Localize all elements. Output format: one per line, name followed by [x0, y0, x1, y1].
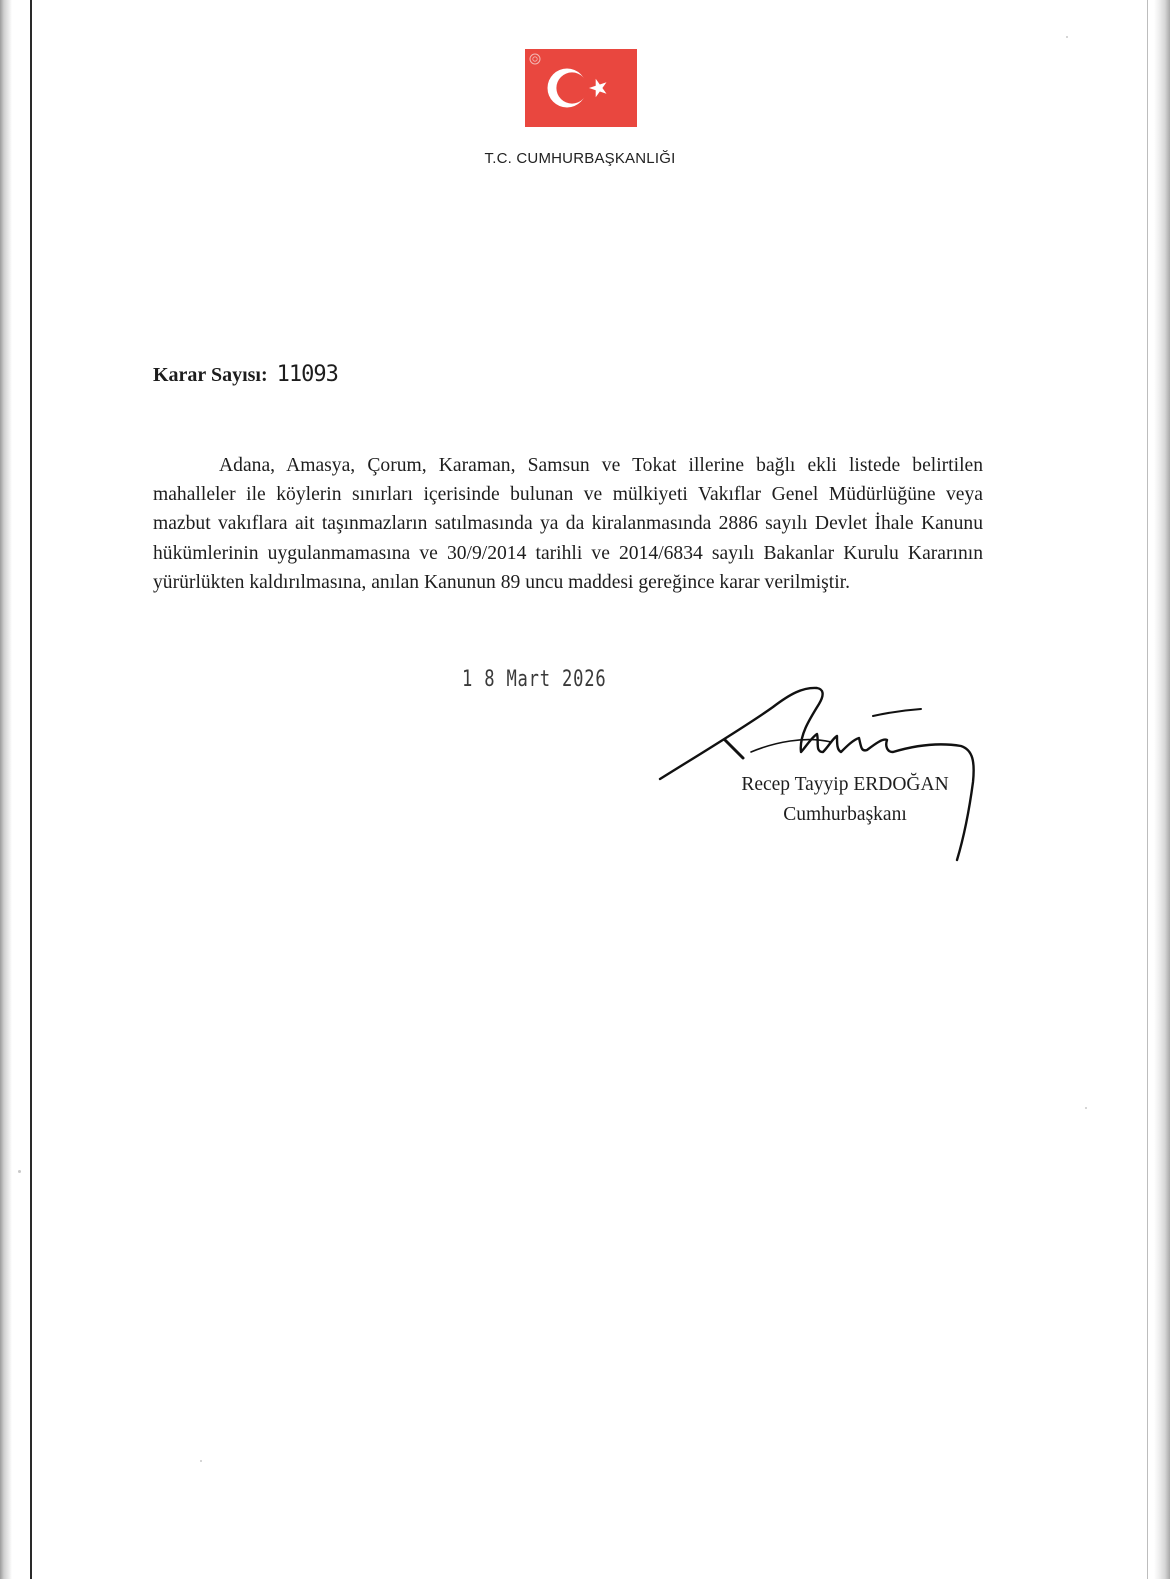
decision-label: Karar Sayısı:	[153, 364, 268, 386]
scan-right-border-line	[1147, 0, 1148, 1579]
decision-paragraph: Adana, Amasya, Çorum, Karaman, Samsun ve Tokat illerine bağlı ekli listede belirtilen mahalleler ile köylerin sınırları içerisinde bulunan ve mülkiyeti Vakıflar Genel Müdürlüğüne veya mazbut vakıflara ait taşınmazların satılmasında ya da kiralanmasında 2886 sayılı Devlet İhale Kanunu hükümlerinin uygulanmamasına ve 30/9/2014 tarihli ve 2014/6834 sayılı Bakanlar Kurulu Kararının yürürlükten kaldırılmasına, anılan Kanunun 89 uncu maddesi gereğince karar verilmiştir.	[153, 455, 983, 593]
signer-title: Cumhurbaşkanı	[783, 804, 907, 825]
decision-number-handwritten: 11093	[276, 362, 338, 387]
turkish-flag-icon	[525, 49, 637, 127]
scan-right-edge	[1154, 0, 1170, 1579]
scan-left-edge	[0, 0, 12, 1579]
scan-left-border-line	[30, 0, 32, 1579]
scan-speck	[1066, 36, 1068, 38]
date-stamp: 1 8 Mart 2026	[462, 667, 607, 692]
decision-number-line	[153, 362, 338, 387]
institution-name: T.C. CUMHURBAŞKANLIĞI	[484, 150, 676, 167]
scan-speck	[1085, 1107, 1087, 1109]
presidential-emblem-icon	[529, 52, 541, 64]
scan-speck	[200, 1460, 202, 1462]
scan-speck	[18, 1170, 21, 1173]
signer-name: Recep Tayyip ERDOĞAN	[741, 774, 949, 795]
